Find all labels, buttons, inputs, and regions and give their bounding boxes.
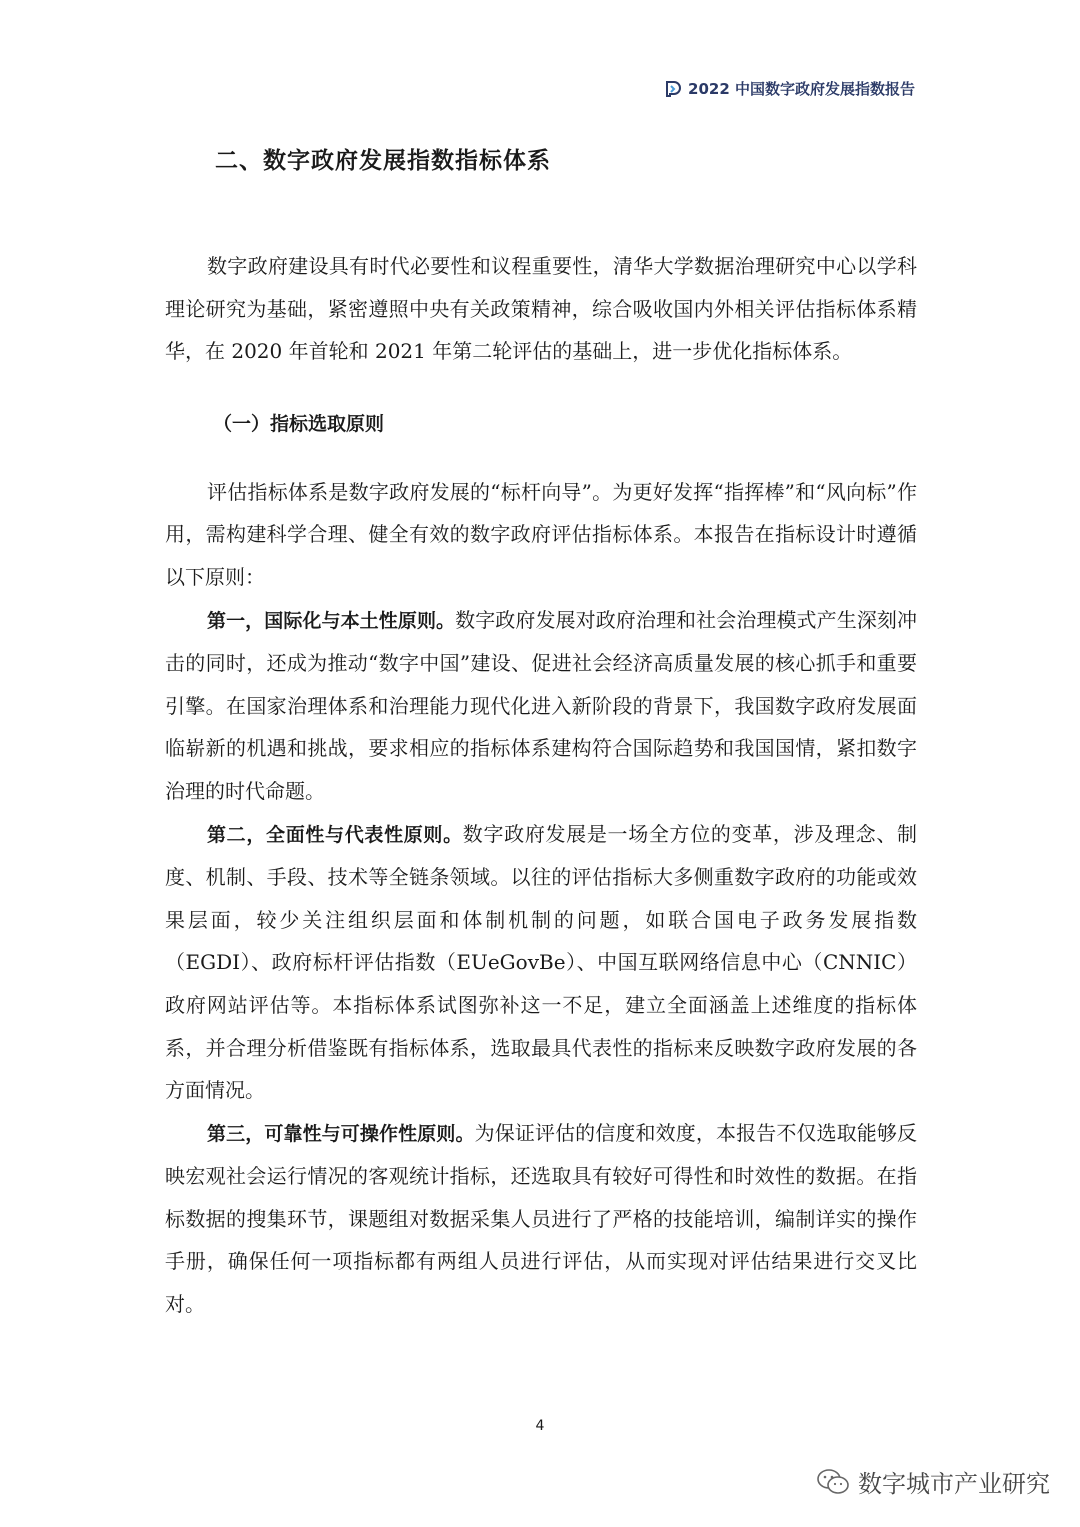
principle-lead: 第一，国际化与本土性原则。 <box>207 609 456 632</box>
watermark-text: 数字城市产业研究 <box>858 1470 1050 1498</box>
principle-paragraph <box>165 813 917 1112</box>
principle-paragraph <box>165 599 917 813</box>
watermark <box>816 1464 1050 1499</box>
intro-paragraph: 数字政府建设具有时代必要性和议程重要性，清华大学数据治理研究中心以学科理论研究为基础，紧密遵照中央有关政策精神，综合吸收国内外相关评估指标体系精华，在 2020 年首轮和 2021 年第二轮评估的基础上，进一步优化指标体系。 <box>165 254 917 364</box>
page-number: 4 <box>535 1418 545 1434</box>
principle-lead: 第三，可靠性与可操作性原则。 <box>207 1122 475 1145</box>
wechat-icon <box>816 1468 850 1496</box>
body-content <box>165 245 917 1326</box>
paragraph: 评估指标体系是数字政府发展的“标杆向导”。为更好发挥“指挥棒”和“风向标”作用，需构建科学合理、健全有效的数字政府评估指标体系。本报告在指标设计时遵循以下原则： <box>165 479 917 589</box>
principle-text: 数字政府发展是一场全方位的变革，涉及理念、制度、机制、手段、技术等全链条领域。以往的评估指标大多侧重数字政府的功能或效果层面，较少关注组织层面和体制机制的问题，如联合国电子政务发展指数（EGDI）、政府标杆评估指数（EUeGovBe）、中国互联网络信息中心（CNNIC）政府网站评估等。本指标体系试图弥补这一不足，建立全面涵盖上述维度的指标体系，并合理分析借鉴既有指标体系，选取最具代表性的指标来反映数字政府发展的各方面情况。 <box>165 821 917 1103</box>
subsection-title: （一）指标选取原则 <box>213 412 385 435</box>
principle-lead: 第二，全面性与代表性原则。 <box>207 823 463 846</box>
report-logo-icon <box>664 80 682 98</box>
principle-text: 为保证评估的信度和效度，本报告不仅选取能够反映宏观社会运行情况的客观统计指标，还选取具有较好可得性和时效性的数据。在指标数据的搜集环节，课题组对数据采集人员进行了严格的技能培训，编制详实的操作手册，确保任何一项指标都有两组人员进行评估，从而实现对评估结果进行交叉比对。 <box>165 1120 917 1317</box>
principle-text: 数字政府发展对政府治理和社会治理模式产生深刻冲击的同时，还成为推动“数字中国”建设、促进社会经济高质量发展的核心抓手和重要引擎。在国家治理体系和治理能力现代化进入新阶段的背景下，我国数字政府发展面临崭新的机遇和挑战，要求相应的指标体系建构符合国际趋势和我国国情，紧扣数字治理的时代命题。 <box>165 607 917 803</box>
section-title: 二、数字政府发展指数指标体系 <box>215 148 551 174</box>
header-text: 2022 中国数字政府发展指数报告 <box>688 80 915 98</box>
running-header <box>664 78 915 99</box>
principle-paragraph <box>165 1112 917 1326</box>
